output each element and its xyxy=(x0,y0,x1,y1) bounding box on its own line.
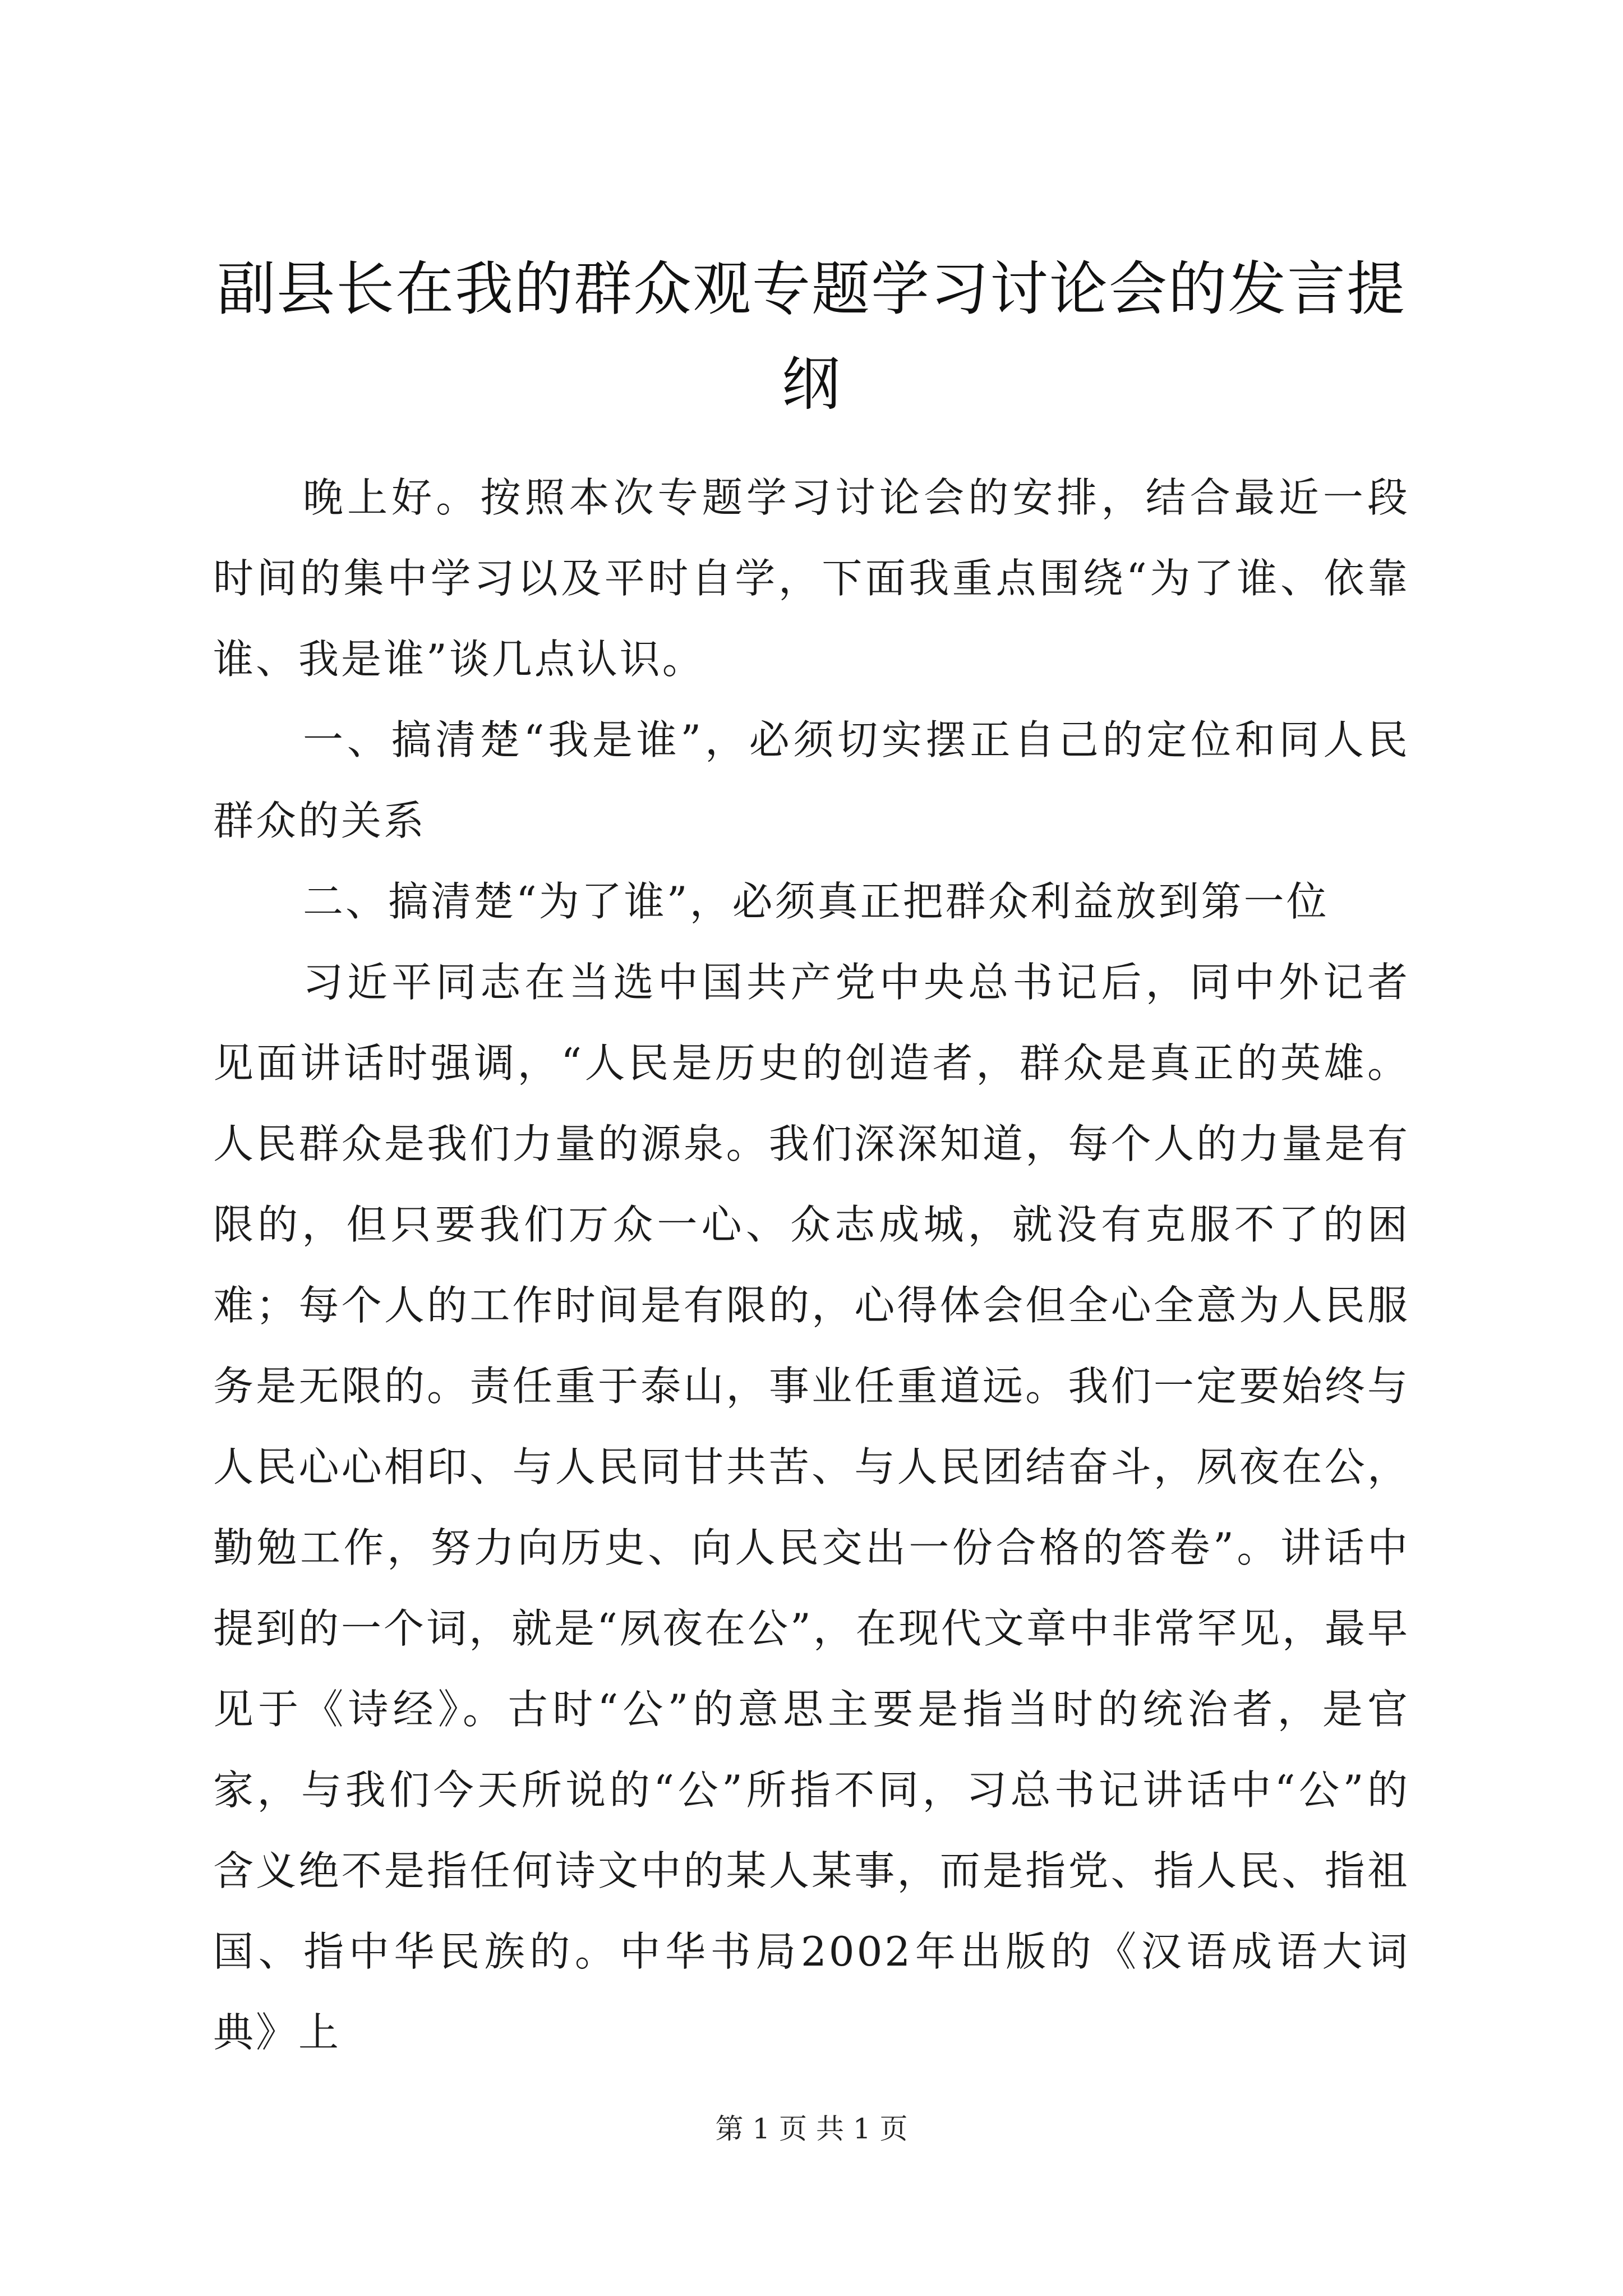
document-title: 副县长在我的群众观专题学习讨论会的发言提纲 xyxy=(216,255,1406,418)
section-heading-1: 一、搞清楚“我是谁”，必须切实摆正自己的定位和同人民群众的关系 xyxy=(213,716,1410,844)
paragraph-greeting: 晚上好。按照本次专题学习讨论会的安排，结合最近一段时间的集中学习以及平时自学，下面我重点围绕“为了谁、依靠谁、我是谁”谈几点认识。 xyxy=(213,474,1410,683)
paragraph-quote: 习近平同志在当选中国共产党中央总书记后，同中外记者见面讲话时强调，“人民是历史的创造者，群众是真正的英雄。人民群众是我们力量的源泉。我们深深知道，每个人的力量是有限的，但只要我们万众一心、众志成城，就没有克服不了的困难；每个人的工作时间是有限的，心得体会但全心全意为人民服务是无限的。责任重于泰山，事业任重道远。我们一定要始终与人民心心相印、与人民同甘共苦、与人民团结奋斗，夙夜在公，勤勉工作，努力向历史、向人民交出一份合格的答卷”。讲话中提到的一个词，就是“夙夜在公”，在现代文章中非常罕见，最早见于《诗经》。古时“公”的意思主要是指当时的统治者，是官家，与我们今天所说的“公”所指不同，习总书记讲话中“公”的含义绝不是指任何诗文中的某人某事，而是指党、指人民、指祖国、指中华民族的。中华书局2002年出版的《汉语成语大词典》上 xyxy=(213,959,1410,2056)
document-body xyxy=(213,457,1410,2073)
section-heading-2: 二、搞清楚“为了谁”，必须真正把群众利益放到第一位 xyxy=(303,878,1329,925)
page-footer: 第 1 页 共 1 页 xyxy=(715,2113,908,2145)
